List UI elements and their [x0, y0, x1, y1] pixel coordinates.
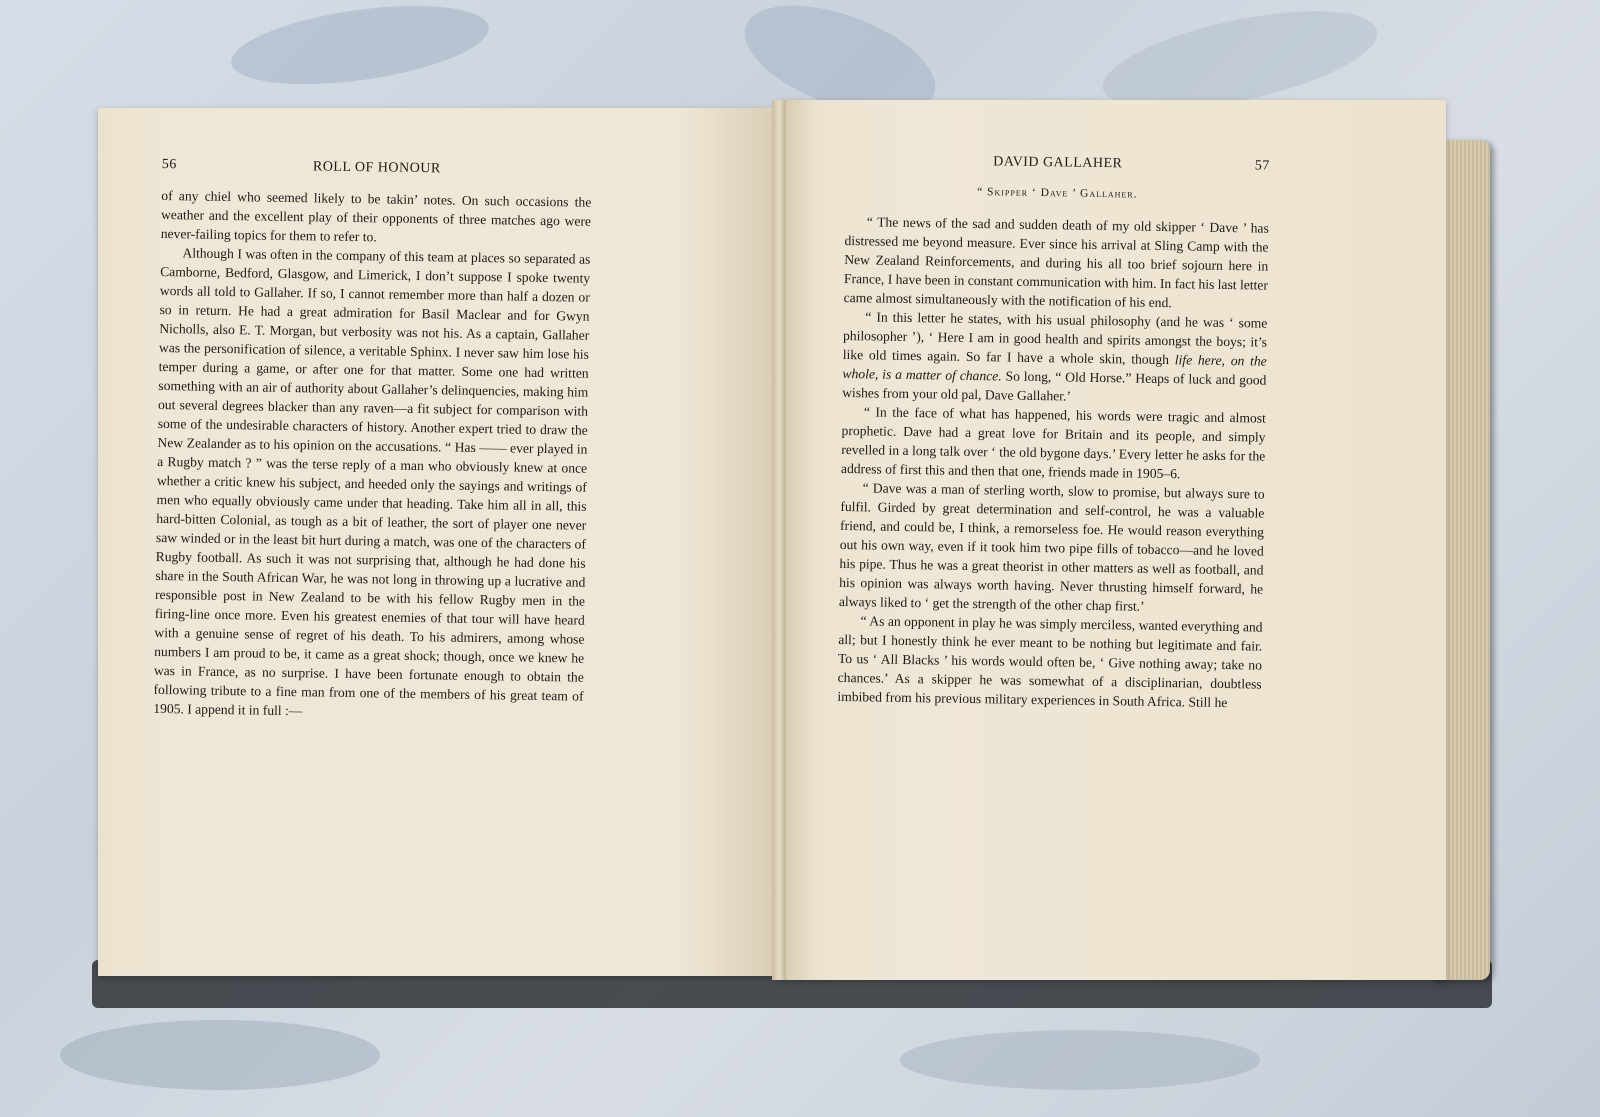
section-title: “ Skipper ‘ Dave ’ Gallaher. — [977, 186, 1138, 201]
tablecloth-pattern — [900, 1030, 1260, 1090]
page-number: 56 — [161, 156, 177, 173]
tablecloth-pattern — [226, 0, 493, 98]
paragraph: “ In this letter he states, with his usual philosophy (and he was ‘ some philosopher ’), ‘ Here I am in good health and spirits amongst the boys; it’s like old times again. So far I have a whole skin, though life here, on the whole, is a matter of chance. So long, “ Old Horse.” Heaps of luck and good wishes from your old pal, Dave Gallaher.’ — [842, 309, 1268, 404]
italic-phrase: life here, on the whole, is a matter of chance. — [842, 352, 1267, 384]
running-head-title: ROLL OF HONOUR — [312, 159, 441, 177]
paragraph: “ The news of the sad and sudden death of my old skipper ‘ Dave ’ has distressed me beyond measure. Ever since his arrival at Sling Camp with the New Zealand Reinforcements, and during his all too brief sojourn here in France, I have been in constant communication with him. In fact his last letter came almost simultaneously with the notification of his end. — [843, 214, 1269, 311]
running-head-title: DAVID GALLAHER — [993, 154, 1123, 172]
running-head — [846, 150, 1270, 176]
right-page-text — [837, 150, 1270, 713]
tablecloth-pattern — [60, 1020, 380, 1090]
paragraph: Although I was often in the company of this team at places so separated as Camborne, Bedford, Glasgow, and Limerick, I don’t suppose I spoke twenty words all told to Gallaher. If so, I cannot remember more than half a dozen or so in return. He had a great admiration for Basil Maclear and for Gwyn Nicholls, also E. T. Morgan, but verbosity was not his. As a captain, Gallaher was the personification of silence, a veritable Sphinx. I never saw him lose his temper during a game, or after one for that matter. Some one had written something with an air of authority about Gallaher’s delinquencies, making him out several degrees blacker than any raven—a fit subject for comparison with some of the undesirable characters of history. Another expert tried to draw the New Zealander as to his opinion on the accusations. “ Has —— ever played in a Rugby match ? ” was the terse reply of a man who obviously knew at once whether a critic knew his subject, and heeded only the sayings and writings of men who equally obviously came under that heading. Take him all in all, this hard-bitten Colonial, as tough as a bit of leather, the sort of player one never saw winded or in the least bit hurt during a match, was one of the characters of Rugby football. As such it was not surprising that, although he had done his share in the South African War, he was not long in throwing up a lucrative and responsible post in New Zealand to be with his fellow Rugby men in the firing-line once more. Even his greatest enemies of that tour will have heard with a genuine sense of regret of his death. To his admirers, among whose numbers I am proud to be, it came as a great shock; though, once we knew he was in France, as no surprise. I have been fortunate enough to obtain the following tribute to a fine man from one of the members of his great team of 1905. I append it in full :— — [153, 245, 591, 719]
paragraph: “ As an opponent in play he was simply merciless, wanted everything and all; but I honestly think he ever meant to be nothing but legitimate and fair. To us ‘ All Blacks ’ his words would often be, ‘ Give nothing away; take no chances.’ As a skipper he was somewhat of a disciplinarian, doubtless imbibed from his previous military experiences in South Africa. Still he — [837, 613, 1263, 711]
paragraph: “ Dave was a man of sterling worth, slow to promise, but always sure to fulfil. Girded by great determination and self-control, he was a valuable friend, and could be, I think, a remorseless foe. He would reason everything out his own way, even if it took him two pipe fills of tobacco—and he loved his pipe. Thus he was a great theorist in other matters as well as football, and his opinion was always worth having. Never thrusting himself forward, he always liked to ‘ get the strength of the other chap first.’ — [838, 480, 1265, 614]
paragraph: of any chiel who seemed likely to be takin’ notes. On such occasions the weather and the excellent play of their opponents of three matches ago were never-failing topics for them to refer to. — [160, 187, 592, 245]
book-spine — [772, 100, 786, 980]
right-page — [778, 100, 1446, 980]
page-number: 57 — [1254, 158, 1270, 174]
paragraph: “ In the face of what has happened, his words were tragic and almost prophetic. Dave had a great love for Britain and its people, and simply revelled in a long talk over ‘ the old bygone days.’ Every letter he asks for the address of first this and then that one, friends made in 1905–6. — [840, 404, 1266, 482]
left-page-text — [153, 155, 592, 725]
